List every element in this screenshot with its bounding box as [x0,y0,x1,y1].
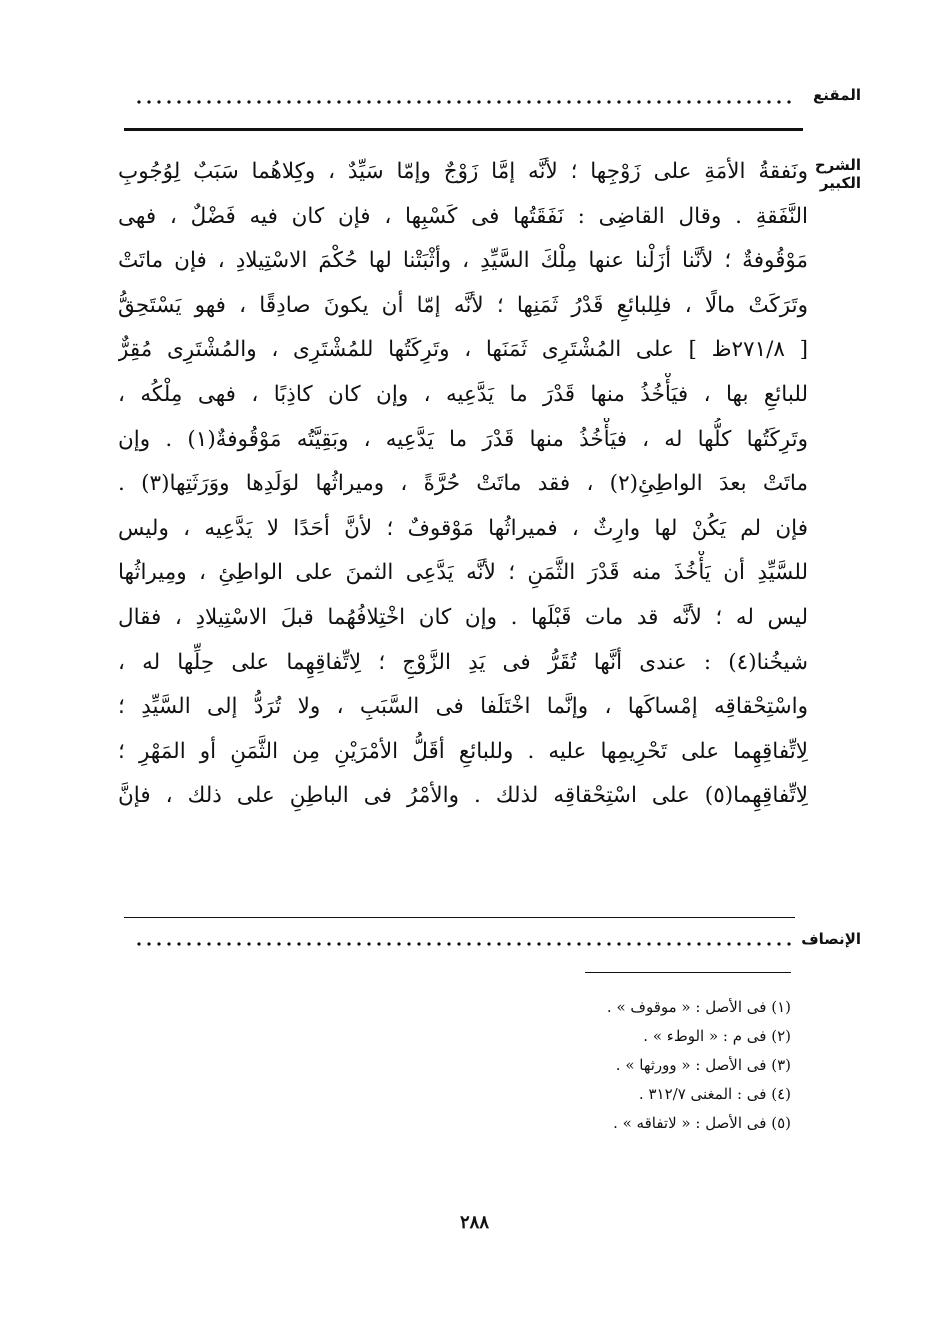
text-line: ماتَتْ بعدَ الواطِئِ(٢) ، فقد ماتَتْ حُرَّةً ، وميراثُها لوَلَدِها ووَرَثَتِها(٣) . [118,471,808,497]
header-label: المقنع [813,86,861,104]
page-number: ٢٨٨ [459,1212,489,1233]
text-line: وتَرِكَتُها كلُّها له ، فيَأْخُذُ منها قَدْرَ ما يَدَّعِيه ، وبَقِيَّتُه مَوْقُوفةٌ(١) . وإن [118,426,808,452]
section-label-sharh: الشرح الكبير [814,156,861,192]
header-rule [124,128,803,131]
footnote: (٤) فى : المغنى ٣١٢/٧ . [638,1085,791,1103]
header-dotted-line [134,100,794,104]
footnote: (٥) فى الأصل : « لاتفاقه » . [613,1114,791,1132]
text-line: فإن لم يَكُنْ لها وارِثٌ ، فميراثُها مَوْقوفٌ ؛ لأنَّ أحَدًا لا يَدَّعِيه ، وليس [118,515,808,541]
text-line: لِاتِّفاقِهِما(٥) على اسْتِحْقاقِه لذلك . والأمْرُ فى الباطِنِ على ذلك ، فإنَّ [118,783,808,809]
text-line: النَّفَقةِ . وقال القاضِى : نَفَقَتُها فى كَسْبِها ، فإن كان فيه فَضْلٌ ، فهى [118,203,808,229]
main-text [118,150,808,819]
text-line: ونَفقةُ الأمَةِ على زَوْجِها ؛ لأنَّه إمَّا زَوْجٌ وإمّا سَيِّدٌ ، وكِلاهُما سَبَبٌ لِوُجُوبِ [118,159,808,184]
text-line: شيخُنا(٤) : عندى أنَّها تُقَرُّ فى يَدِ الزَّوْجِ ؛ لِاتِّفاقِهِما على حِلِّها له ، [118,649,808,675]
footnote: (١) فى الأصل : « موقوف » . [606,998,791,1016]
footnote: (٣) فى الأصل : « وورثها » . [615,1056,791,1074]
footnote: (٢) فى م : « الوطء » . [643,1027,791,1045]
text-line: [ ٢٧١/٨ظ ] على المُشْتَرِى ثَمَنَها ، وتَرِكَتُها للمُشْتَرِى ، والمُشْتَرِى مُقِرٌّ [118,337,808,363]
insaf-dotted-line [134,942,794,946]
text-line: للبائعِ بها ، فيَأْخُذُ منها قَدْرَ ما يَدَّعِيه ، وإن كان كاذِبًا ، فهى مِلْكُه ، [118,381,808,407]
text-line: للسَّيِّدِ أن يَأْخُذَ منه قَدْرَ الثَّمَنِ ؛ لأنَّه يَدَّعِى الثمنَ على الواطِئِ ، ومِيراثُها [118,560,808,586]
footnotes [431,993,791,1138]
text-line: وتَرَكَتْ مالًا ، فلِلبائعِ قَدْرُ ثَمَنِها ؛ لأنَّه إمّا أن يكونَ صادِقًا ، فهو يَسْتَحِقُّ [118,292,808,318]
section-label-insaf: الإنصاف [801,930,861,948]
text-line: واسْتِحْقاقِه إمْساكَها ، وإنَّما اخْتَلَفا فى السَّبَبِ ، ولا تُرَدُّ إلى السَّيِّدِ ؛ [118,694,808,720]
section-divider [124,917,795,918]
text-line: مَوْقُوفةٌ ؛ لأنَّنا أزَلْنا عنها مِلْكَ السَّيِّدِ ، وأثْبَتْنا لها حُكْمَ الاسْتِيلادِ ، فإن ماتَتْ [118,248,808,274]
footnote-rule [585,972,791,973]
text-line: لِاتِّفاقِهِما على تَحْرِيمِها عليه . وللبائعِ أقَلُّ الأمْرَيْنِ مِن الثَّمَنِ أو المَهْرِ ؛ [118,738,808,764]
text-line: ليس له ؛ لأنَّه قد مات قَبْلَها . وإن كان اخْتِلافُهُما قبلَ الاسْتِيلادِ ، فقال [118,604,808,630]
